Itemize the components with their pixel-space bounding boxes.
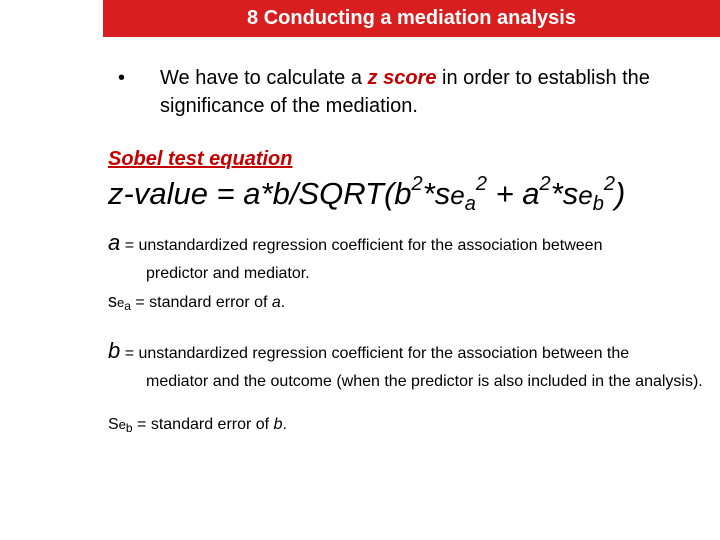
definition-b <box>108 340 708 393</box>
definition-seb <box>108 414 708 436</box>
def-sea-sub: a <box>124 299 131 313</box>
eq-mult: *s <box>422 176 451 211</box>
eq-plus-a: + a <box>486 176 540 211</box>
definition-a <box>108 232 708 285</box>
eq-lhs: z-value = a*b/SQRT(b <box>108 176 412 211</box>
def-seb-end: . <box>282 416 287 433</box>
z-score-highlight: z score <box>367 67 437 89</box>
eq-e: e <box>578 180 593 210</box>
def-b-line1: = unstandardized regression coefficient for the association between the <box>120 345 630 362</box>
eq-sub-a: a <box>464 193 476 215</box>
def-a-line2: predictor and mediator. <box>146 265 310 282</box>
def-sea-s: s <box>108 291 117 311</box>
eq-mult: *s <box>550 176 579 211</box>
def-a-line1: = unstandardized regression coefficient for the association between <box>120 237 603 254</box>
def-sea-var: a <box>271 294 281 311</box>
bullet-marker: • <box>118 67 126 89</box>
bullet-text-before: We have to calculate a <box>160 67 368 89</box>
eq-sub-b: b <box>592 193 604 215</box>
bullet-text-after: in order to establish the significance of the mediation. <box>160 67 650 117</box>
eq-sup: 2 <box>603 173 615 195</box>
def-seb-var: b <box>273 416 283 433</box>
eq-e: e <box>450 180 465 210</box>
eq-sup: 2 <box>475 173 487 195</box>
bullet-text <box>160 64 680 120</box>
def-sea-end: . <box>280 294 286 311</box>
definition-sea <box>108 290 708 314</box>
def-a-var: a <box>108 230 121 255</box>
def-seb-s: S <box>108 416 119 433</box>
eq-sup: 2 <box>539 173 551 195</box>
def-seb-sub: b <box>125 421 133 435</box>
def-seb-text: = standard error of <box>132 416 274 433</box>
slide-title: 8 Conducting a mediation analysis <box>103 0 720 37</box>
def-sea-e: e <box>117 295 125 310</box>
def-seb-e: e <box>118 417 126 432</box>
sobel-equation <box>108 172 625 217</box>
def-b-var: b <box>108 338 121 363</box>
sobel-heading: Sobel test equation <box>108 148 293 170</box>
def-b-line2: mediator and the outcome (when the predictor is also included in the analysis). <box>146 373 703 390</box>
def-sea-text: = standard error of <box>130 294 272 311</box>
eq-sup: 2 <box>411 173 423 195</box>
eq-close: ) <box>614 176 626 211</box>
